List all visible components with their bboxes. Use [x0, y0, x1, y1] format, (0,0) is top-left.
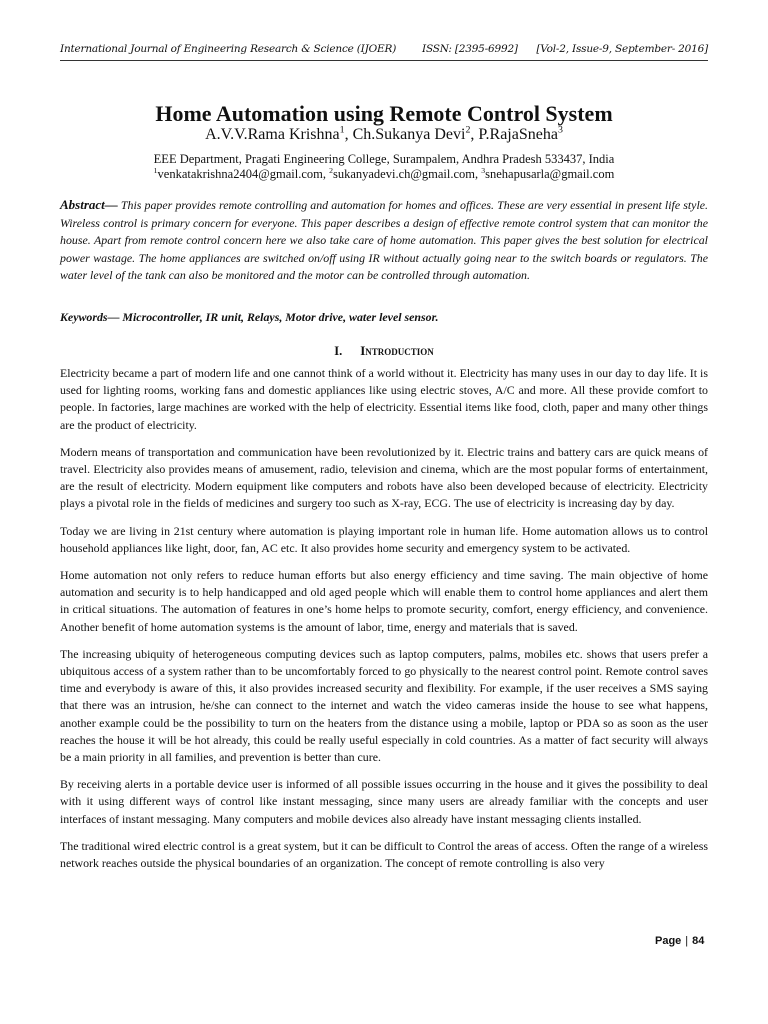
author-mark: 3 — [557, 124, 563, 136]
email-separator: , — [322, 167, 330, 181]
affiliation-block — [60, 152, 708, 182]
email-mark: 2 — [329, 165, 333, 175]
abstract-text: This paper provides remote controlling and automation for homes and offices. These are very essential in present life style. Wireless control is primary concern for everyone. This paper describes a design of effective remote control system that can monitor the house. Apart from remote control concern here we also take care of home automation. This paper gives the best solution for electrical power wastage. The home appliances are switched on/off using IR without actually going near to the switch boards or regulators. The water level of the tank can also be monitored and the motor can be controlled through automation. — [60, 198, 708, 283]
author-separator: , — [344, 126, 353, 143]
paragraph: Home automation not only refers to reduce human efforts but also energy efficiency and time saving. The main objective of home automation and security is to help handicapped and old aged people which will enable them to control home appliances and alert them in critical situations. The automation of features in one’s home helps to promote security, comfort, energy efficiency, and convenience. Another benefit of home automation systems is the amount of labor, time, energy and materials that is saved. — [60, 568, 708, 634]
author: Ch.Sukanya Devi — [352, 126, 466, 143]
affiliation: EEE Department, Pragati Engineering College, Surampalem, Andhra Pradesh 533437, India — [153, 152, 615, 166]
volume-issue: [Vol-2, Issue-9, September- 2016] — [536, 43, 708, 55]
email-mark: 1 — [153, 165, 158, 175]
paragraph: The traditional wired electric control is a great system, but it can be difficult to Control the areas of access. Often the range of a wireless network reaches outside the physical boundaries of an organization. The concept of remote controlling is also very — [60, 838, 708, 871]
header-rule — [60, 60, 708, 61]
abstract-label: Abstract— — [60, 197, 118, 212]
author: P.RajaSneha — [478, 126, 558, 143]
section-heading — [60, 343, 708, 359]
issn: ISSN: [2395-6992] — [422, 43, 518, 55]
abstract — [60, 196, 708, 285]
journal-name: International Journal of Engineering Research & Science (IJOER) — [60, 43, 397, 55]
author-mark: 2 — [465, 124, 471, 136]
page-number — [655, 935, 704, 947]
email: snehapusarla@gmail.com — [485, 167, 615, 181]
author-mark: 1 — [339, 124, 345, 136]
body-text — [60, 365, 708, 882]
section-number: I. — [334, 344, 343, 358]
email-mark: 3 — [481, 165, 486, 175]
paragraph: By receiving alerts in a portable device user is informed of all possible issues occurring in the house and it gives the possibility to deal with it using different ways of control like instant messaging, since many users are already familiar with the concepts and user interfaces of instant messaging. Many computers and mobile devices also already have instant messaging clients installed. — [60, 777, 708, 826]
author-separator: , — [470, 126, 479, 143]
section-title: Introduction — [360, 343, 434, 358]
email: sukanyadevi.ch@gmail.com — [332, 167, 475, 181]
paragraph: Electricity became a part of modern life and one cannot think of a world without it. Electricity has many uses in our day to day life. It is used for lighting rooms, working fans and domestic appliances like using electric stoves, A/C and more. All these provide comfort to people. In factories, large machines are worked with the help of electricity. Essential items like food, cloth, paper and many other things are the product of electricity. — [60, 366, 708, 432]
email-list — [60, 167, 708, 182]
paper-title: Home Automation using Remote Control System — [155, 101, 613, 126]
page-separator: | — [685, 935, 689, 947]
email-separator: , — [475, 167, 482, 181]
email: venkatakrishna2404@gmail.com — [157, 167, 323, 181]
page-value: 84 — [692, 935, 705, 947]
author-list — [60, 124, 708, 146]
author: A.V.V.Rama Krishna — [205, 126, 340, 143]
page-label: Page — [655, 935, 682, 947]
paragraph: The increasing ubiquity of heterogeneous computing devices such as laptop computers, palms, mobiles etc. shows that users prefer a ubiquitous access of a system rather than to be uncomfortably forced to go physically to the nearest control point. Remote control saves time and everybody is aware of this, it also provides increased security and flexibility. For example, if the user receives a SMS saying that there was an intrusion, he/she can connect to the internet and watch the video cameras inside the house to see what happens, another example could be the possibility to turn on the heaters from the distance using a mobile, laptop or PDA so as soon as the user reaches the house it will be hot already, this could be really useful especially in cold countries. As a matter of fact security will always be a main priority in all families, and prevention is better than cure. — [60, 646, 708, 765]
keywords: Keywords— Microcontroller, IR unit, Relays, Motor drive, water level sensor. — [60, 310, 439, 324]
paragraph: Modern means of transportation and communication have been revolutionized by it. Electric trains and battery cars are quick means of travel. Electricity also provides means of amusement, radio, television and cinema, which are the most popular forms of entertainment, are the result of electricity. Modern equipment like computers and robots have also been developed because of electricity. Electricity plays a pivotal role in the fields of medicines and surgery too such as X-ray, ECG. The use of electricity is increasing day by day. — [60, 444, 708, 511]
paragraph: Today we are living in 21st century where automation is playing important role in human life. Home automation allows us to control household appliances like light, door, fan, AC etc. It also provides home security and emergency system to be activated. — [60, 523, 708, 555]
